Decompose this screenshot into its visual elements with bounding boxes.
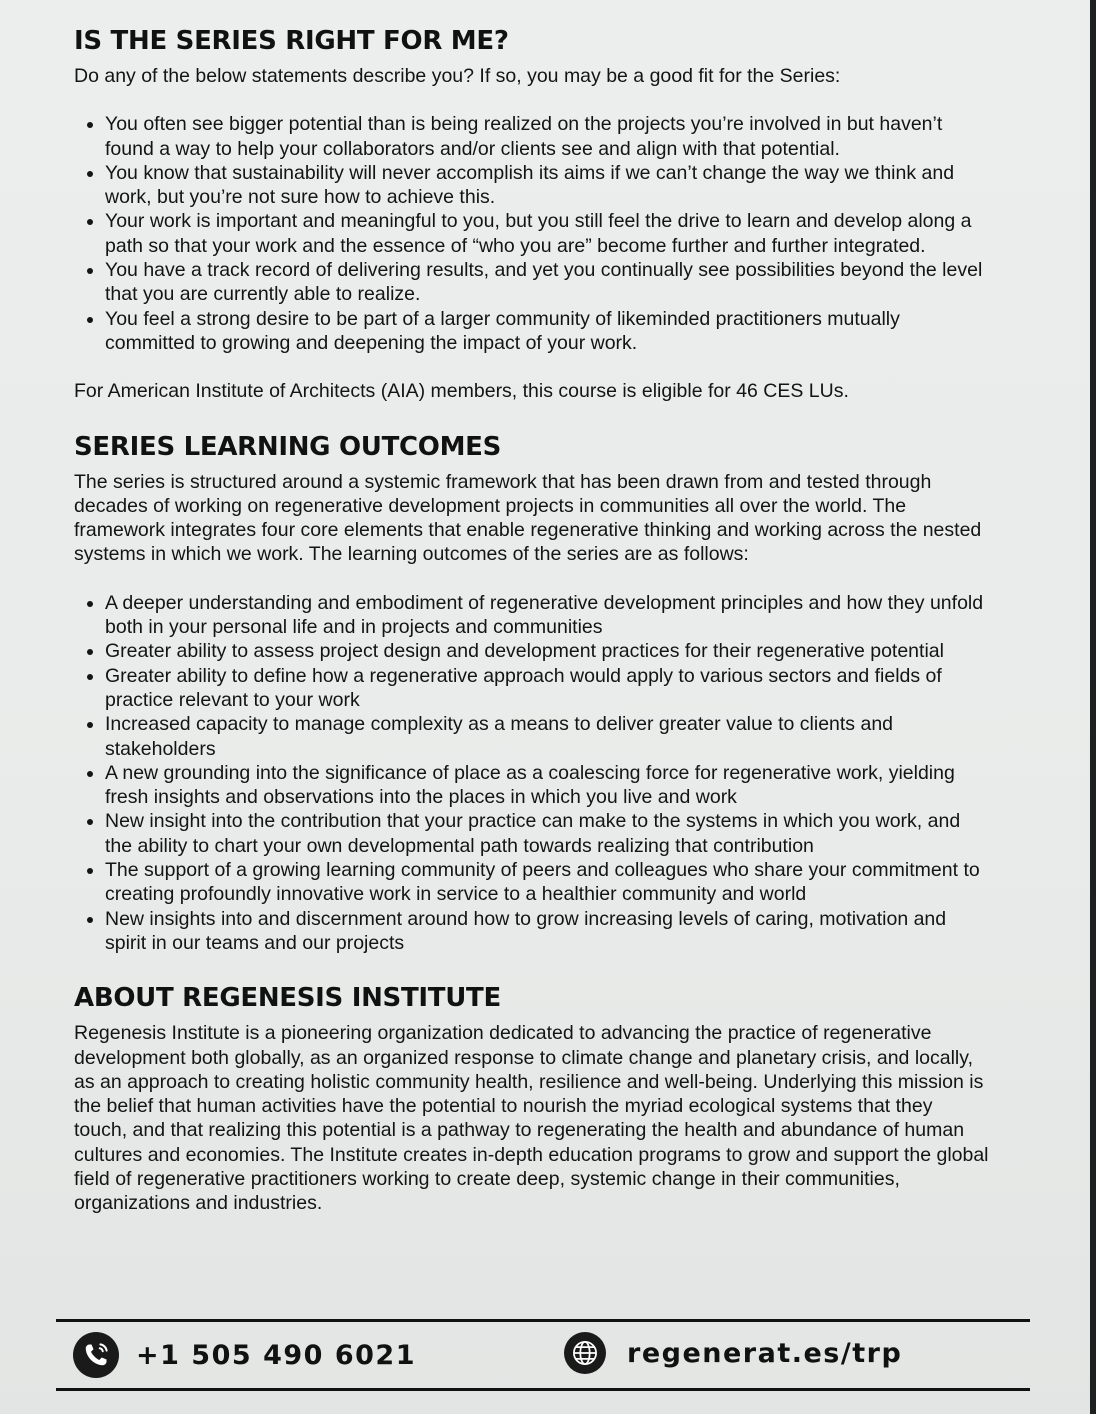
website-url: regenerat.es/trp — [627, 1337, 903, 1369]
series-fit-list — [74, 112, 989, 355]
list-item: • New insights into and discernment around how to grow increasing levels of caring, motivation and spirit in our teams and our projects — [105, 907, 989, 956]
list-item: • You feel a strong desire to be part of a larger community of likeminded practitioners mutually committed to growing and deepening the impact of your work. — [105, 307, 989, 356]
list-item: • You know that sustainability will never accomplish its aims if we can’t change the way we think and work, but you’re not sure how to achieve this. — [105, 161, 989, 210]
list-item: • A new grounding into the significance of place as a coalescing force for regenerative work, yielding fresh insights and observations into the places in which you live and work — [105, 761, 989, 810]
list-item: • Greater ability to define how a regenerative approach would apply to various sectors and fields of practice relevant to your work — [105, 664, 989, 713]
list-item: • You often see bigger potential than is being realized on the projects you’re involved in but haven’t found a way to help your collaborators and/or clients see and align with that potential. — [105, 112, 989, 161]
section-heading-series-fit: IS THE SERIES RIGHT FOR ME? — [74, 26, 509, 56]
section-heading-about-regenesis: ABOUT REGENESIS INSTITUTE — [74, 983, 501, 1014]
learning-outcomes-intro: The series is structured around a systemic framework that has been drawn from and tested through decades of working on regenerative development projects in communities all over the world. The framework integrates four core elements that enable regenerative thinking and working across the nested systems in which we work. The learning outcomes of the series are as follows: — [74, 470, 982, 566]
section-heading-learning-outcomes: SERIES LEARNING OUTCOMES — [74, 431, 502, 462]
list-item: • Greater ability to assess project design and development practices for their regenerative potential — [105, 639, 989, 663]
series-fit-intro: Do any of the below statements describe you? If so, you may be a good fit for the Series: — [74, 65, 841, 87]
list-item: • You have a track record of delivering results, and yet you continually see possibilities beyond the level that you are currently able to realize. — [105, 258, 989, 307]
website-link[interactable] — [564, 1332, 902, 1374]
contact-footer — [56, 1319, 1030, 1391]
document-content — [74, 24, 989, 1216]
learning-outcomes-list — [74, 591, 989, 955]
list-item: • The support of a growing learning community of peers and colleagues who share your commitment to creating profoundly innovative work in service to a healthier community and world — [105, 858, 989, 907]
aia-note: For American Institute of Architects (AIA) members, this course is eligible for 46 CES LUs. — [74, 380, 849, 403]
section-learning-outcomes — [74, 430, 989, 956]
section-about-regenesis — [74, 981, 989, 1215]
phone-contact[interactable] — [73, 1332, 416, 1378]
list-item: • A deeper understanding and embodiment of regenerative development principles and how they unfold both in your personal life and in projects and communities — [105, 591, 989, 640]
phone-icon — [73, 1332, 119, 1378]
list-item: • Your work is important and meaningful to you, but you still feel the drive to learn and develop along a path so that your work and the essence of “who you are” become further and further integrated. — [105, 209, 989, 258]
globe-icon — [564, 1332, 606, 1374]
about-regenesis-body: Regenesis Institute is a pioneering organization dedicated to advancing the practice of regenerative development both globally, as an organized response to climate change and planetary crisis, and locally, as an approach to creating holistic community health, resilience and well-being. Underlying this mission is the belief that human activities have the potential to nourish the myriad ecological systems that they touch, and that realizing this potential is a pathway to regenerating the health and abundance of human cultures and economies. The Institute creates in-depth education programs to grow and support the global field of regenerative practitioners working to create deep, systemic change in their communities, organizations and industries. — [74, 1022, 989, 1215]
list-item: • New insight into the contribution that your practice can make to the systems in which you work, and the ability to chart your own developmental path towards realizing that contribution — [105, 809, 989, 858]
section-series-fit — [74, 24, 989, 404]
list-item: • Increased capacity to manage complexity as a means to deliver greater value to clients and stakeholders — [105, 712, 989, 761]
phone-number: +1 505 490 6021 — [136, 1339, 416, 1371]
